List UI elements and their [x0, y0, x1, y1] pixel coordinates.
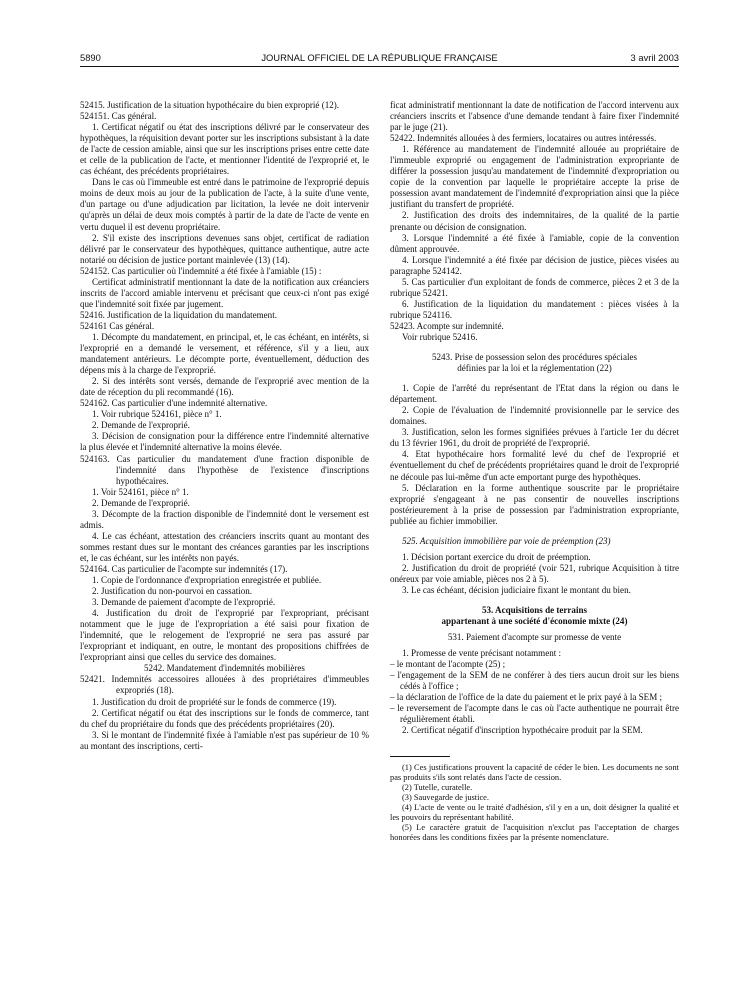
paragraph: 3. Demande de paiement d'acompte de l'exproprié. — [92, 597, 276, 608]
paragraph: 1. Décision portant exercice du droit de préemption. — [402, 551, 591, 562]
paragraph: 52422. Indemnités allouées à des fermiers, locataires ou autres intéressés. — [390, 133, 657, 144]
paragraph: 52423. Acompte sur indemnité. — [390, 320, 504, 331]
paragraph: 3. Décompte de la fraction disponible de l'indemnité dont le versement est admis. — [80, 508, 369, 530]
paragraph: 1. Voir 524161, pièce n° 1. — [92, 486, 189, 497]
paragraph: 524152. Cas particulier où l'indemnité a été fixée à l'amiable (15) : — [80, 265, 322, 276]
chapter-heading: 53. Acquisitions de terrains — [481, 604, 588, 615]
list-item: – le montant de l'acompte (25) ; — [390, 659, 506, 670]
paragraph: 524161 Cas général. — [80, 320, 155, 331]
section-heading: 525. Acquisition immobilière par voie de préemption (23) — [402, 535, 611, 546]
footnote: (2) Tutelle, curatelle. — [402, 783, 473, 793]
paragraph: 52421. Indemnités accessoires allouées à des propriétaires d'immeubles expropriés (18). — [80, 674, 369, 696]
paragraph: 1. Voir rubrique 524161, pièce n° 1. — [92, 409, 222, 420]
chapter-heading: appartenant à une société d'économie mixte (24) — [441, 616, 628, 627]
paragraph: 524164. Cas particulier de l'acompte sur indemnités (17). — [80, 563, 288, 574]
paragraph: Certificat administratif mentionnant la date de la notification aux créanciers inscrits de l'accord amiable intervenu et précisant que ceux-ci n'ont pas exigé que l'indemnité soit fixée par jugement. — [80, 276, 369, 309]
paragraph: 4. Etat hypothécaire hors formalité levé du chef de l'exproprié et éventuellement du chef de précédents propriétaires quand le droit de l'exproprié ne découle pas lui-même d'un acte emportant purge des hypothèques. — [390, 449, 679, 482]
section-heading: 5243. Prise de possession selon des procédures spéciales définies par la loi et la réglementation (22) — [431, 352, 638, 374]
footnote-divider — [390, 756, 450, 757]
list-item: – le reversement de l'acompte dans le cas où l'acte authentique ne pourrait être régulièrement établi. — [390, 703, 679, 725]
paragraph: 1. Décompte du mandatement, en principal, et, le cas échéant, en intérêts, si l'exproprié en a demandé le versement, et référence, s'il y a lieu, aux mandatement antérieurs. Le décompte porte, éventuellement, déduction des dépens mis à la charge de l'exproprié. — [80, 331, 369, 376]
footnote: (3) Sauvegarde de justice. — [402, 793, 489, 803]
list-item: – l'engagement de la SEM de ne conférer à des tiers aucun droit sur les biens cédés à l'office ; — [390, 670, 679, 692]
left-column — [80, 100, 369, 752]
paragraph: 2. Justification du non-pourvoi en cassation. — [92, 586, 253, 597]
paragraph: 4. Lorsque l'indemnité a été fixée par décision de justice, pièces visées au paragraphe 524142. — [390, 254, 679, 276]
paragraph: 524151. Cas général. — [80, 111, 157, 122]
paragraph: 2. Justification des droits des indemnitaires, de la qualité de la partie prenante ou décision de consignation. — [390, 210, 679, 232]
paragraph: 524163. Cas particulier du mandatement d'une fraction disponible de l'indemnité dans l'hypothèse de l'existence d'inscriptions hypothécaires. — [80, 453, 369, 486]
paragraph: 2. Justification du droit de propriété (voir 521, rubrique Acquisition à titre onéreux par voie amiable, pièces nos 2 à 5). — [390, 562, 679, 584]
paragraph: ficat administratif mentionnant la date de notification de l'accord intervenu aux créanciers inscrits et l'absence d'une demande tendant à faire fixer l'indemnité par le juge (21). — [390, 100, 679, 133]
paragraph: 1. Référence au mandatement de l'indemnité allouée au propriétaire de l'immeuble exproprié ou engagement de l'administration expropriante de différer la possession jusqu'au mandatement de l'indemnité d'expropriation ou copie de la convention par laquelle le propriétaire accepte la prise de possession avant mandatement de l'indemnité d'expropriation ainsi que la pièce justifiant du transfert de propriété. — [390, 144, 679, 210]
section-heading: 5242. Mandatement d'indemnités mobilières — [144, 663, 305, 674]
paragraph: 4. Le cas échéant, attestation des créanciers inscrits quant au montant des sommes restant dues sur le montant des créances garanties par les inscriptions et, le cas échéant, sur les intérêts non payés. — [80, 530, 369, 563]
section-heading: 531. Paiement d'acompte sur promesse de vente — [447, 632, 622, 643]
paragraph: 2. Certificat négatif d'inscription hypothécaire produit par la SEM. — [402, 725, 643, 736]
paragraph: 52416. Justification de la liquidation du mandatement. — [80, 309, 277, 320]
paragraph: 2. Demande de l'exproprié. — [92, 497, 190, 508]
paragraph: Voir rubrique 52416. — [402, 331, 478, 342]
paragraph: 1. Copie de l'ordonnance d'expropriation enregistrée et publiée. — [92, 575, 322, 586]
paragraph: 2. S'il existe des inscriptions devenues sans objet, certificat de radiation délivré par le conservateur des hypothèques, quittance authentique, autre acte notarié ou décision de justice portant mainlevée (13) (14). — [80, 232, 369, 265]
paragraph: 3. Lorsque l'indemnité a été fixée à l'amiable, copie de la convention dûment approuvée. — [390, 232, 679, 254]
footnote: (5) Le caractère gratuit de l'acquisition n'exclut pas l'acceptation de charges honorées dans les conditions fixées par la présente nomenclature. — [390, 823, 679, 843]
footnote: (1) Ces justifications prouvent la capacité de céder le bien. Les documents ne sont pas produits s'ils sont relatés dans l'acte de cession. — [390, 763, 679, 783]
page-number: 5890 — [80, 52, 101, 63]
paragraph: Dans le cas où l'immeuble est entré dans le patrimoine de l'exproprié depuis moins de deux mois au jour de la publication de l'acte, à la suite d'une vente, d'un partage ou d'une adjudication par licitation, la levée ne doit intervenir qu'après un délai de deux mois comptés à partir de la date de l'acte de vente en vertu duquel il est devenu propriétaire. — [80, 177, 369, 232]
paragraph: 3. Décision de consignation pour la différence entre l'indemnité alternative la plus élevée et l'indemnité alternative la moins élevée. — [80, 431, 369, 453]
issue-date: 3 avril 2003 — [630, 52, 679, 63]
paragraph: 5. Cas particulier d'un exploitant de fonds de commerce, pièces 2 et 3 de la rubrique 52421. — [390, 276, 679, 298]
paragraph: 3. Le cas échéant, décision judiciaire fixant le montant du bien. — [402, 584, 631, 595]
paragraph: 5. Déclaration en la forme authentique souscrite par le propriétaire exproprié s'engageant à ne pas consentir de nouvelles inscriptions postérieurement à la prise de possession par l'administration expropriante, publiée au fichier immobilier. — [390, 482, 679, 526]
paragraph: 524162. Cas particulier d'une indemnité alternative. — [80, 398, 268, 409]
paragraph: 3. Justification, selon les formes signifiées prévues à l'article 1er du décret du 13 février 1961, du droit de propriété de l'exproprié. — [390, 427, 679, 449]
list-item: – la déclaration de l'office de la date du paiement et le prix payé à la SEM ; — [390, 692, 663, 703]
paragraph: 1. Promesse de vente précisant notamment : — [402, 648, 562, 659]
paragraph: 1. Justification du droit de propriété sur le fonds de commerce (19). — [92, 696, 337, 707]
paragraph: 1. Copie de l'arrêté du représentant de l'Etat dans la région ou dans le département. — [390, 383, 679, 405]
journal-title: JOURNAL OFFICIEL DE LA RÉPUBLIQUE FRANÇAISE — [261, 52, 498, 63]
footnote: (4) L'acte de vente ou le traité d'adhésion, s'il y en a un, doit désigner la qualité et les pouvoirs du représentant habilité. — [390, 803, 679, 823]
paragraph: 2. Si des intérêts sont versés, demande de l'exproprié avec mention de la date de réception du pli recommandé (16). — [80, 376, 369, 398]
paragraph: 2. Certificat négatif ou état des inscriptions sur le fonds de commerce, tant du chef du propriétaire du fonds que des précédents propriétaires (20). — [80, 707, 369, 729]
page-header — [80, 50, 679, 67]
paragraph: 3. Si le montant de l'indemnité fixée à l'amiable n'est pas supérieur de 10 % au montant des inscriptions, certi- — [80, 729, 369, 751]
paragraph: 2. Demande de l'exproprié. — [92, 420, 190, 431]
paragraph: 52415. Justification de la situation hypothécaire du bien exproprié (12). — [80, 100, 340, 110]
right-column — [390, 100, 679, 843]
paragraph: 6. Justification de la liquidation du mandatement : pièces visées à la rubrique 524116. — [390, 298, 679, 320]
paragraph: 1. Certificat négatif ou état des inscriptions délivré par le conservateur des hypothèques, la réquisition devant porter sur les inscriptions subsistant à la date de l'acte de cession amiable, ainsi que sur les inscriptions prises entre cette date et celle de la publication de l'acte, et mentionner l'identité de l'exproprié et, le cas échéant, des précédents propriétaires. — [80, 122, 369, 177]
paragraph: 4. Justification du droit de l'exproprié par l'expropriant, précisant notamment que le juge de l'expropriation a été saisi pour fixation de l'indemnité, que le relogement de l'exproprié ne sera pas assuré par l'expropriant et indiquant, en outre, le montant des propositions chiffrées de l'expropriant ainsi que celles du service des domaines. — [80, 608, 369, 663]
paragraph: 2. Copie de l'évaluation de l'indemnité provisionnelle par le service des domaines. — [390, 405, 679, 427]
